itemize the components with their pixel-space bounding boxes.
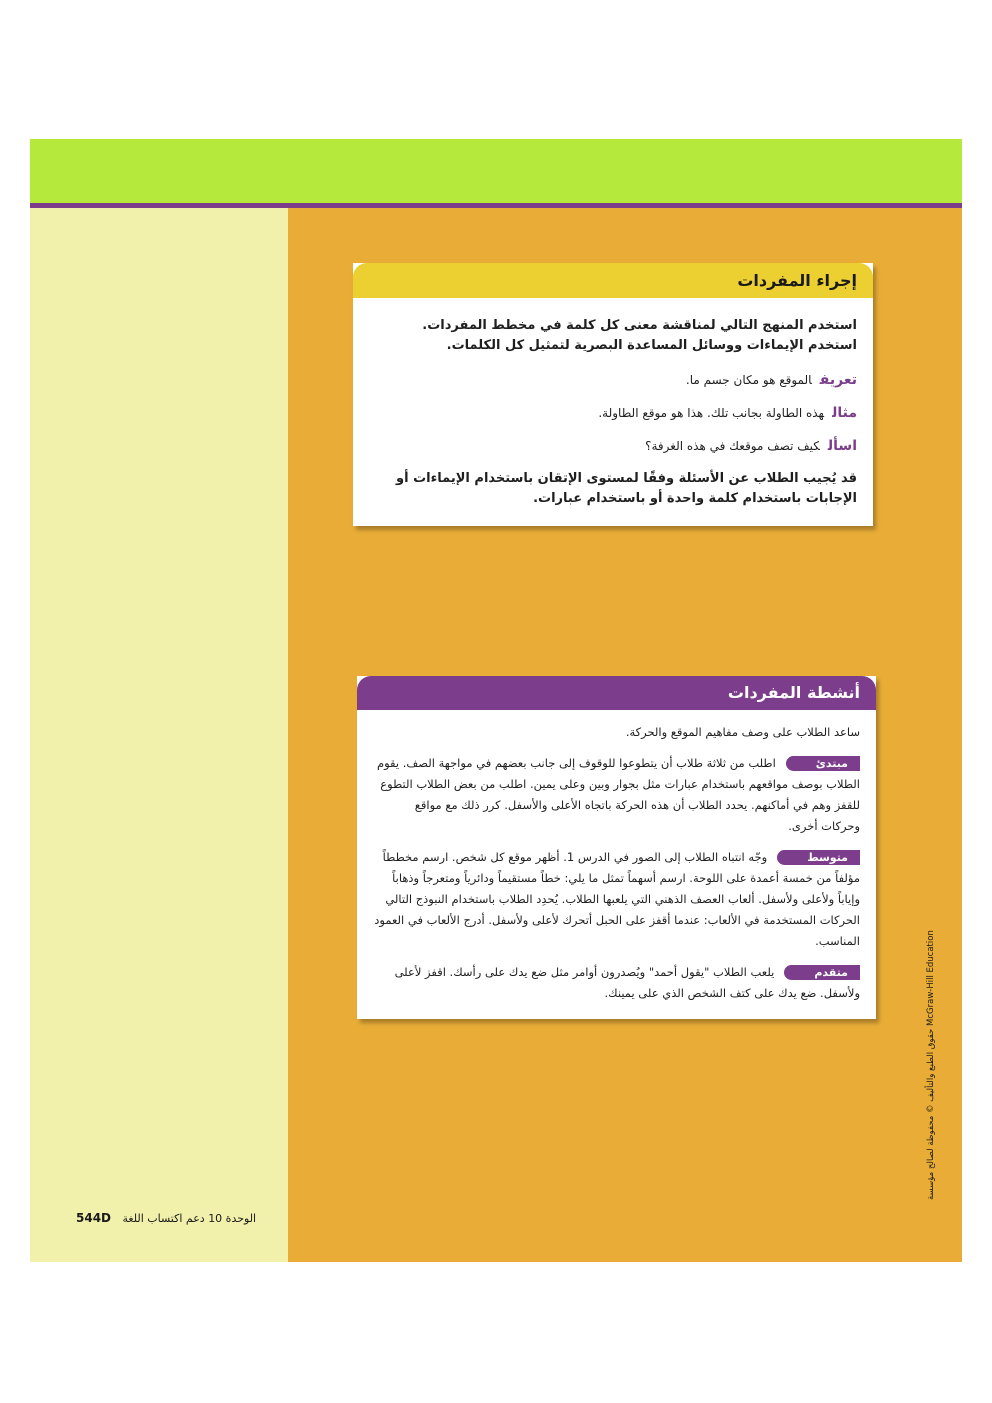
left-margin-panel (30, 208, 288, 1262)
beginner-tag: مبتدئ (786, 756, 860, 771)
intermediate-tag: متوسط (777, 850, 860, 865)
advanced-tag: متقدم (784, 965, 860, 980)
vocab-activities-title: أنشطة المفردات (357, 676, 876, 710)
intermediate-activity (373, 847, 860, 952)
copyright-notice: حقوق الطبع والتأليف © محفوظة لصالح مؤسسة McGraw-Hill Education (926, 930, 936, 1200)
define-row (369, 370, 857, 390)
vocab-routine-card (353, 263, 873, 526)
vocab-routine-title: إجراء المفردات (353, 263, 873, 298)
top-green-band (30, 139, 962, 203)
example-label: مثال (832, 405, 857, 421)
beginner-text: اطلب من ثلاثة طلاب أن يتطوعوا للوقوف إلى جانب بعضهم في مواجهة الصف. يقوم الطلاب بوصف مواقعهم باستخدام عبارات مثل بجوار وبين وعلى يمين. اطلب من بعض الطلاب التطوع للقفز وهم في أماكنهم. يحدد الطلاب أن هذه الحركة باتجاه الأعلى والأسفل. كرر ذلك مع مواقع وحركات أخرى. (376, 756, 860, 833)
advanced-activity (373, 962, 860, 1004)
define-text: الموقع هو مكان جسم ما. (685, 373, 812, 387)
vocab-routine-outro: قد يُجيب الطلاب عن الأسئلة وفقًا لمستوى الإتقان باستخدام الإيماءات أو الإجابات باستخدام كلمة واحدة أو باستخدام عبارات. (396, 471, 857, 506)
page-footer (76, 1211, 276, 1225)
page-number: 544D (76, 1211, 112, 1225)
advanced-text: يلعب الطلاب "يقول أحمد" ويُصدرون أوامر مثل ضع يدك على رأسك. اقفز لأعلى ولأسفل. ضع يدك على كتف الشخص الذي على يمينك. (394, 965, 860, 1000)
vocab-activities-card (357, 676, 876, 1019)
example-row (369, 403, 857, 423)
example-text: هذه الطاولة بجانب تلك. هذا هو موقع الطاولة. (598, 406, 825, 420)
vocab-routine-intro: استخدم المنهج التالي لمناقشة معنى كل كلمة في مخطط المفردات. استخدم الإيماءات ووسائل المساعدة البصرية لتمثيل كل الكلمات. (422, 318, 857, 353)
beginner-activity (373, 753, 860, 837)
intermediate-text: وجّه انتباه الطلاب إلى الصور في الدرس 1. أظهر موقع كل شخص. ارسم مخططاً مؤلفاً من خمسة أعمدة على اللوحة. ارسم أسهماً تمثل ما يلي: خطاً مستقيماً ودائرياً ومتعرجاً وذهاباً وإياباً ولأعلى ولأسفل. ألعاب العصف الذهني التي يلعبها الطلاب. يُحدِد الطلاب باستخدام النبوذج التالي الحركات المستخدمة في الألعاب: عندما أقفز على الحبل أتحرك لأعلى ولأسفل. أدرج الألعاب في العمود المناسب. (374, 850, 860, 948)
ask-text: كيف تصف موقعك في هذه الغرفة؟ (645, 439, 820, 453)
ask-label: اسأل (827, 438, 857, 454)
ask-row (369, 436, 857, 456)
unit-label: الوحدة 10 دعم اكتساب اللغة (122, 1212, 257, 1225)
vocab-activities-lead: ساعد الطلاب على وصف مفاهيم الموقع والحركة. (625, 725, 860, 739)
define-label: تعريف (819, 372, 857, 388)
